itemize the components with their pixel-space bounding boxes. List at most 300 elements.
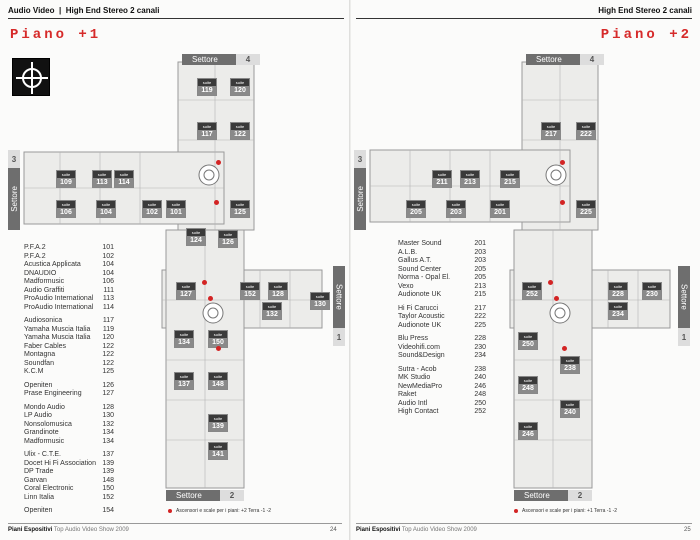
suite-number: 101: [167, 208, 185, 217]
exhibitor-row: [24, 360, 114, 369]
exhibitor-suite: 139: [102, 468, 114, 475]
suite-number: 213: [461, 178, 479, 187]
suite-205: [406, 200, 426, 218]
suite-213: [460, 170, 480, 188]
suite-number: 125: [231, 208, 249, 217]
exhibitor-group: [398, 305, 486, 331]
exhibitor-name: Hi Fi Carucci: [398, 304, 439, 312]
exhibitor-suite: 134: [102, 437, 114, 445]
exhibitor-suite: 203: [474, 257, 486, 264]
suite-label: suite: [177, 283, 195, 290]
suite-number: 128: [269, 290, 287, 299]
exhibitor-row: [24, 468, 114, 477]
exhibitor-suite: 128: [102, 403, 114, 411]
exhibitor-row: [24, 278, 114, 287]
suite-number: 127: [177, 290, 195, 299]
suite-label: suite: [57, 171, 75, 178]
footer-rule: [8, 523, 342, 524]
suite-113: [92, 170, 112, 188]
exhibitor-name: Audionote UK: [398, 291, 442, 298]
exhibitor-row: [24, 390, 114, 399]
suite-label: suite: [561, 357, 579, 364]
exhibitor-row: [398, 313, 486, 322]
settore-1: Settore 1: [678, 266, 690, 346]
elevator-dot: [216, 160, 221, 165]
exhibitor-row: [24, 404, 114, 413]
exhibitor-name: Raket: [398, 391, 417, 398]
suite-label: suite: [461, 171, 479, 178]
suite-label: suite: [175, 373, 193, 380]
page-number-left: 24: [330, 527, 337, 533]
exhibitor-name: MK Studio: [398, 374, 431, 381]
exhibitor-row: [398, 374, 486, 383]
exhibitor-name: P.F.A.2: [24, 252, 46, 260]
suite-label: suite: [577, 123, 595, 130]
exhibitor-row: [24, 287, 114, 296]
suite-label: suite: [241, 283, 259, 290]
exhibitor-suite: 234: [474, 352, 486, 359]
suite-label: suite: [519, 377, 537, 384]
exhibitor-suite: 252: [474, 408, 486, 415]
exhibitor-name: Yamaha Muscia Italia: [24, 325, 91, 333]
exhibitor-name: Nonsolomusica: [24, 420, 72, 428]
suite-label: suite: [643, 283, 661, 290]
suite-101: [166, 200, 186, 218]
suite-label: suite: [447, 201, 465, 208]
exhibitor-name: Faber Cables: [24, 342, 67, 350]
exhibitor-suite: 104: [102, 269, 114, 277]
suite-number: 122: [231, 130, 249, 139]
suite-106: [56, 200, 76, 218]
suite-number: 139: [209, 422, 227, 431]
exhibitor-suite: 205: [474, 274, 486, 281]
exhibitor-row: [24, 244, 114, 253]
suite-number: 246: [519, 430, 537, 439]
exhibitor-row: [398, 400, 486, 409]
exhibitor-suite: 127: [102, 390, 114, 397]
exhibitor-suite: 102: [102, 252, 114, 260]
exhibitor-row: [24, 477, 114, 486]
exhibitor-name: K.C.M: [24, 368, 44, 375]
suite-number: 248: [519, 384, 537, 393]
suite-number: 252: [523, 290, 541, 299]
exhibitor-row: [398, 366, 486, 375]
exhibitor-row: [398, 408, 486, 417]
header-right: High End Stereo 2 canali: [598, 6, 692, 15]
suite-label: suite: [187, 229, 205, 236]
exhibitor-suite: 134: [102, 429, 114, 436]
elevator-dot: [560, 160, 565, 165]
legend-left: Ascensori e scale per i piani: +2 Terra -1 -2: [168, 508, 271, 514]
suite-number: 250: [519, 340, 537, 349]
suite-label: suite: [198, 79, 216, 86]
suite-125: [230, 200, 250, 218]
suite-label: suite: [115, 171, 133, 178]
suite-label: suite: [209, 443, 227, 450]
suite-label: suite: [57, 201, 75, 208]
suite-number: 230: [643, 290, 661, 299]
exhibitor-suite: 203: [474, 248, 486, 256]
suite-label: suite: [198, 123, 216, 130]
elevator-dot: [562, 346, 567, 351]
suite-234: [608, 302, 628, 320]
exhibitor-group: [398, 335, 486, 361]
legend-dot: [168, 509, 172, 513]
exhibitor-name: Docet Hi Fi Association: [24, 459, 96, 467]
exhibitor-suite: 238: [474, 365, 486, 373]
suite-label: suite: [93, 171, 111, 178]
exhibitor-row: [398, 291, 486, 300]
suite-number: 124: [187, 236, 205, 245]
exhibitor-row: [398, 283, 486, 292]
exhibitor-row: [24, 304, 114, 313]
suite-211: [432, 170, 452, 188]
exhibitor-suite: 250: [474, 399, 486, 407]
exhibitor-row: [398, 249, 486, 258]
exhibitor-name: Linn Italia: [24, 493, 54, 501]
suite-215: [500, 170, 520, 188]
exhibitor-group: [24, 507, 114, 516]
exhibitor-name: Blu Press: [398, 335, 428, 342]
elevator-dot: [548, 280, 553, 285]
exhibitor-name: Acustica Applicata: [24, 261, 81, 268]
exhibitor-row: [24, 429, 114, 438]
exhibitor-name: Montagna: [24, 351, 56, 358]
exhibitor-suite: 217: [474, 304, 486, 312]
suite-number: 150: [209, 338, 227, 347]
exhibitor-suite: 148: [102, 476, 114, 484]
suite-number: 120: [231, 86, 249, 95]
exhibitor-suite: 132: [102, 420, 114, 428]
exhibitor-suite: 125: [102, 368, 114, 375]
exhibitor-name: NewMediaPro: [398, 382, 442, 390]
suite-number: 119: [198, 86, 216, 95]
exhibitor-name: Audio Graffiti: [24, 286, 65, 294]
exhibitor-suite: 117: [102, 317, 114, 324]
suite-102: [142, 200, 162, 218]
header-section: Audio Video: [8, 6, 55, 15]
exhibitor-row: [24, 295, 114, 304]
suite-number: 141: [209, 450, 227, 459]
suite-250: [518, 332, 538, 350]
exhibitor-row: [24, 507, 114, 516]
exhibitor-name: Sound Center: [398, 265, 442, 273]
suite-240: [560, 400, 580, 418]
suite-124: [186, 228, 206, 246]
exhibitor-row: [398, 391, 486, 400]
settore-3: 3 Settore: [354, 150, 366, 230]
exhibitor-name: Vexo: [398, 282, 414, 290]
suite-141: [208, 442, 228, 460]
exhibitor-name: Coral Electronic: [24, 485, 74, 492]
exhibitor-name: Mondo Audio: [24, 403, 65, 411]
suite-132: [262, 302, 282, 320]
exhibitor-row: [24, 460, 114, 469]
exhibitor-suite: 114: [102, 303, 114, 311]
suite-label: suite: [542, 123, 560, 130]
suite-label: suite: [501, 171, 519, 178]
suite-225: [576, 200, 596, 218]
suite-number: 228: [609, 290, 627, 299]
settore-1: Settore 1: [333, 266, 345, 346]
exhibitor-row: [24, 317, 114, 326]
suite-248: [518, 376, 538, 394]
exhibitor-name: Yamaha Muscia Italia: [24, 334, 91, 341]
footer-left: Piani Espositivi Top Audio Video Show 2009: [8, 527, 129, 533]
suite-number: 211: [433, 178, 451, 187]
footer-right: Piani Espositivi Top Audio Video Show 2009: [356, 527, 477, 533]
suite-label: suite: [519, 333, 537, 340]
suite-127: [176, 282, 196, 300]
settore-4: Settore 4: [182, 54, 260, 65]
legend-right: Ascensori e scale per i piani: +1 Terra -1 -2: [514, 508, 617, 514]
exhibitor-suite: 104: [102, 261, 114, 268]
exhibitor-name: Audio Intl: [398, 399, 428, 407]
suite-number: 132: [263, 310, 281, 319]
exhibitor-name: ProAudio International: [24, 295, 94, 302]
suite-252: [522, 282, 542, 300]
suite-126: [218, 230, 238, 248]
exhibitor-row: [398, 344, 486, 353]
suite-label: suite: [491, 201, 509, 208]
exhibitor-row: [24, 326, 114, 335]
suite-139: [208, 414, 228, 432]
exhibitor-name: Garvan: [24, 476, 47, 484]
suite-number: 134: [175, 338, 193, 347]
exhibitor-suite: 122: [102, 342, 114, 350]
exhibitor-suite: 111: [103, 286, 114, 294]
elevator-dot: [216, 346, 221, 351]
exhibitor-suite: 240: [474, 374, 486, 381]
suite-130: [310, 292, 330, 310]
settore-2: Settore 2: [514, 490, 592, 501]
elevator-dot: [560, 200, 565, 205]
exhibitor-name: A.L.B.: [398, 248, 418, 256]
suite-number: 114: [115, 178, 133, 187]
exhibitor-suite: 122: [102, 351, 114, 358]
exhibitor-suite: 137: [102, 451, 114, 458]
exhibitor-row: [24, 343, 114, 352]
exhibitor-name: Openiten: [24, 381, 53, 389]
suite-label: suite: [561, 401, 579, 408]
exhibitor-row: [24, 451, 114, 460]
exhibitor-row: [24, 485, 114, 494]
exhibitor-group: [24, 451, 114, 502]
exhibitor-name: LP Audio: [24, 412, 52, 419]
exhibitor-suite: 139: [102, 459, 114, 467]
exhibitor-group: [24, 404, 114, 447]
suite-120: [230, 78, 250, 96]
suite-label: suite: [219, 231, 237, 238]
suite-152: [240, 282, 260, 300]
exhibitor-group: [24, 317, 114, 377]
exhibitor-name: Videohifi.com: [398, 343, 440, 351]
exhibitor-name: Openiten: [24, 507, 53, 514]
suite-246: [518, 422, 538, 440]
exhibitor-row: [24, 270, 114, 279]
suite-label: suite: [209, 373, 227, 380]
suite-label: suite: [175, 331, 193, 338]
suite-number: 222: [577, 130, 595, 139]
exhibitor-suite: 225: [474, 321, 486, 329]
exhibitor-group: [24, 382, 114, 399]
suite-128: [268, 282, 288, 300]
exhibitor-row: [24, 334, 114, 343]
legend-dot: [514, 509, 518, 513]
suite-114: [114, 170, 134, 188]
suite-label: suite: [609, 303, 627, 310]
exhibitor-row: [24, 261, 114, 270]
exhibitor-row: [398, 322, 486, 331]
exhibitor-suite: 101: [102, 244, 114, 251]
exhibitor-row: [24, 412, 114, 421]
suite-number: 137: [175, 380, 193, 389]
exhibitor-list-right: [398, 240, 486, 422]
exhibitor-name: Audionote UK: [398, 321, 442, 329]
suite-number: 201: [491, 208, 509, 217]
suite-number: 102: [143, 208, 161, 217]
exhibitor-suite: 215: [474, 291, 486, 298]
header-left: Audio Video | High End Stereo 2 canali: [8, 6, 160, 15]
exhibitor-suite: 130: [102, 412, 114, 419]
exhibitor-name: Prase Engineering: [24, 390, 82, 397]
exhibitor-row: [398, 266, 486, 275]
elevator-dot: [214, 200, 219, 205]
suite-label: suite: [167, 201, 185, 208]
exhibitor-name: Taylor Acoustic: [398, 313, 445, 320]
suite-label: suite: [609, 283, 627, 290]
exhibitor-name: Sutra - Acob: [398, 365, 437, 373]
page-number-right: 25: [684, 527, 691, 533]
exhibitor-suite: 120: [102, 334, 114, 341]
exhibitor-suite: 119: [102, 325, 114, 333]
suite-number: 238: [561, 364, 579, 373]
exhibitor-name: Audiosonica: [24, 317, 63, 324]
suite-number: 240: [561, 408, 579, 417]
suite-117: [197, 122, 217, 140]
exhibitor-suite: 228: [474, 335, 486, 342]
settore-2: Settore 2: [166, 490, 244, 501]
exhibitor-suite: 126: [102, 381, 114, 389]
suite-label: suite: [231, 123, 249, 130]
suite-109: [56, 170, 76, 188]
elevator-dot: [202, 280, 207, 285]
floor-title: Piano +1: [10, 27, 102, 43]
suite-number: 234: [609, 310, 627, 319]
exhibitor-row: [24, 368, 114, 377]
suite-148: [208, 372, 228, 390]
suite-label: suite: [433, 171, 451, 178]
exhibitor-row: [398, 335, 486, 344]
suite-number: 106: [57, 208, 75, 217]
exhibitor-row: [398, 305, 486, 314]
exhibitor-row: [398, 274, 486, 283]
suite-number: 109: [57, 178, 75, 187]
settore-3: 3 Settore: [8, 150, 20, 230]
suite-238: [560, 356, 580, 374]
suite-number: 225: [577, 208, 595, 217]
suite-number: 203: [447, 208, 465, 217]
exhibitor-name: Sound&Design: [398, 352, 445, 359]
suite-label: suite: [209, 415, 227, 422]
exhibitor-row: [24, 438, 114, 447]
suite-201: [490, 200, 510, 218]
suite-number: 152: [241, 290, 259, 299]
exhibitor-row: [24, 421, 114, 430]
suite-label: suite: [143, 201, 161, 208]
settore-4: Settore 4: [526, 54, 604, 65]
exhibitor-name: ProAudio International: [24, 303, 94, 311]
exhibitor-name: Master Sound: [398, 240, 442, 247]
suite-number: 117: [198, 130, 216, 139]
exhibitor-row: [24, 253, 114, 262]
exhibitor-suite: 213: [474, 282, 486, 290]
suite-number: 148: [209, 380, 227, 389]
exhibitor-group: [398, 366, 486, 417]
exhibitor-name: Norma - Opal El.: [398, 274, 451, 281]
suite-label: suite: [311, 293, 329, 300]
exhibitor-row: [398, 240, 486, 249]
exhibitor-row: [24, 351, 114, 360]
exhibitor-name: Gallus A.T.: [398, 257, 432, 264]
exhibitor-row: [24, 494, 114, 503]
exhibitor-suite: 201: [474, 240, 486, 247]
exhibitor-suite: 150: [102, 485, 114, 492]
suite-number: 104: [97, 208, 115, 217]
exhibitor-name: Ulix - C.T.E.: [24, 451, 61, 458]
suite-label: suite: [523, 283, 541, 290]
exhibitor-name: Grandinote: [24, 429, 59, 436]
suite-137: [174, 372, 194, 390]
suite-number: 130: [311, 300, 329, 309]
suite-222: [576, 122, 596, 140]
exhibitor-name: High Contact: [398, 408, 439, 415]
suite-number: 217: [542, 130, 560, 139]
footer-rule: [356, 523, 692, 524]
suite-label: suite: [519, 423, 537, 430]
suite-label: suite: [231, 201, 249, 208]
suite-label: suite: [231, 79, 249, 86]
exhibitor-row: [398, 352, 486, 361]
suite-label: suite: [263, 303, 281, 310]
suite-134: [174, 330, 194, 348]
floor-title: Piano +2: [600, 27, 692, 43]
exhibitor-name: Madformusic: [24, 437, 65, 445]
exhibitor-suite: 152: [102, 493, 114, 501]
exhibitor-row: [24, 382, 114, 391]
exhibitor-suite: 113: [102, 295, 114, 302]
suite-number: 113: [93, 178, 111, 187]
exhibitor-name: DP Trade: [24, 468, 54, 475]
elevator-dot: [208, 296, 213, 301]
suite-230: [642, 282, 662, 300]
suite-217: [541, 122, 561, 140]
suite-number: 205: [407, 208, 425, 217]
elevator-dot: [554, 296, 559, 301]
exhibitor-suite: 246: [474, 382, 486, 390]
suite-label: suite: [407, 201, 425, 208]
exhibitor-group: [398, 240, 486, 300]
exhibitor-suite: 205: [474, 265, 486, 273]
exhibitor-suite: 106: [102, 278, 114, 285]
suite-119: [197, 78, 217, 96]
suite-122: [230, 122, 250, 140]
exhibitor-name: P.F.A.2: [24, 244, 46, 251]
exhibitor-suite: 154: [102, 507, 114, 514]
suite-label: suite: [269, 283, 287, 290]
exhibitor-suite: 230: [474, 343, 486, 351]
suite-number: 215: [501, 178, 519, 187]
